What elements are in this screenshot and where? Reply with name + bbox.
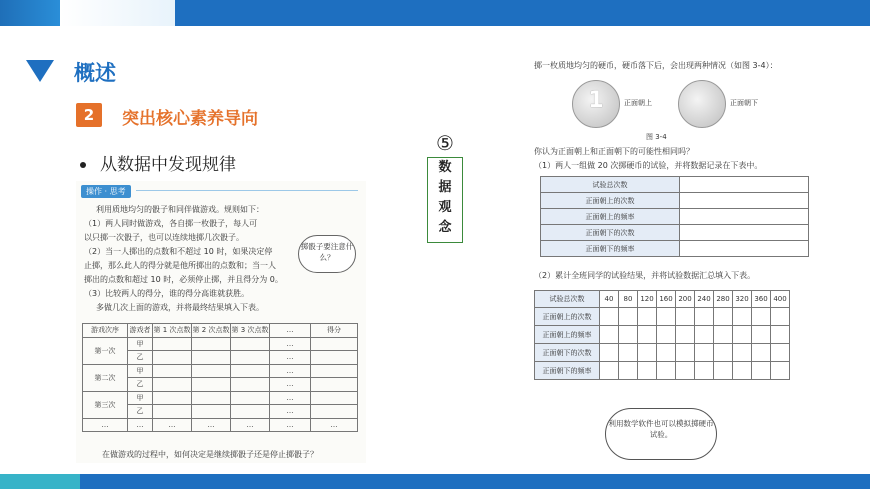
player-label: 甲 [128, 337, 153, 351]
coin-label-up: 正面朝上 [624, 99, 652, 107]
table-row [83, 364, 358, 378]
task-one-text: （1）两人一组做 20 次掷硬币的试验，并将数据记录在下表中。 [534, 161, 763, 170]
paragraph-line: （1）两人同时做游戏，各自掷一枚骰子，每人可 [84, 219, 258, 228]
table-header: 第 2 次点数 [192, 324, 231, 338]
concept-char: 观 [438, 200, 452, 215]
row-label: 正面朝下的次数 [541, 225, 680, 241]
player-label: 甲 [128, 364, 153, 378]
ellipsis-cell: … [311, 418, 358, 432]
question-text: 你认为正面朝上和正面朝下的可能性相同吗？ [534, 147, 694, 156]
coin-flower-icon [678, 80, 726, 128]
triangle-marker-icon [26, 60, 54, 82]
paragraph-line: 多做几次上面的游戏，并将最终结果填入下表。 [96, 303, 264, 312]
table-row [541, 241, 809, 257]
banner-bar [175, 0, 870, 26]
count-cell: 240 [695, 291, 714, 308]
count-cell: 280 [714, 291, 733, 308]
ellipsis-cell: … [270, 337, 311, 351]
count-cell: 320 [733, 291, 752, 308]
ellipsis-cell: … [270, 391, 311, 405]
figure-caption: 图 3-4 [646, 133, 667, 141]
coin-label-down: 正面朝下 [730, 99, 758, 107]
ellipsis-cell: … [270, 405, 311, 419]
thought-cloud: 掷骰子要注意什么？ [298, 235, 356, 273]
concept-char: 据 [438, 180, 452, 195]
table-row [541, 209, 809, 225]
circled-number: ⑤ [436, 131, 454, 155]
page-title: 概述 [74, 61, 116, 85]
bullet-dot-icon [80, 162, 86, 168]
bottom-banner-accent [0, 474, 80, 489]
concept-char: 念 [438, 220, 452, 235]
ellipsis-cell: … [83, 418, 128, 432]
table-header: 得分 [311, 324, 358, 338]
ellipsis-cell: … [270, 351, 311, 365]
table-row [535, 326, 790, 344]
tag-divider [136, 190, 358, 191]
textbook-excerpt-dice [76, 181, 366, 463]
paragraph-line: 以只掷一次骰子，也可以连续地掷几次骰子。 [84, 233, 244, 242]
table-row [535, 308, 790, 326]
ellipsis-cell: … [270, 364, 311, 378]
ellipsis-cell: … [192, 418, 231, 432]
class-summary-table [534, 290, 790, 380]
round-label: 第三次 [83, 391, 128, 418]
row-label: 正面朝上的次数 [535, 308, 600, 326]
activity-tag: 操作 · 思考 [81, 185, 131, 198]
coin-face-label: 1 [588, 88, 604, 113]
paragraph-line: 掷出的点数和超过 10 时，必须停止掷，并且得分为 0。 [84, 275, 283, 284]
banner-accent-left [0, 0, 60, 26]
paragraph-line: （2）当一人掷出的点数和不超过 10 时，如果决定停 [84, 247, 273, 256]
row-label: 正面朝下的频率 [535, 362, 600, 380]
row-label: 正面朝下的次数 [535, 344, 600, 362]
bottom-banner [0, 474, 870, 489]
intro-text: 掷一枚质地均匀的硬币，硬币落下后，会出现两种情况（如图 3-4）： [534, 61, 778, 70]
table-row [83, 337, 358, 351]
table-header: 第 1 次点数 [153, 324, 192, 338]
player-label: 甲 [128, 391, 153, 405]
table-row [83, 391, 358, 405]
row-label: 正面朝上的频率 [541, 209, 680, 225]
table-row [535, 362, 790, 380]
table-header: 游戏次序 [83, 324, 128, 338]
bottom-question: 在做游戏的过程中，如何决定是继续掷骰子还是停止掷骰子？ [102, 450, 318, 459]
count-cell: 160 [657, 291, 676, 308]
bullet-text: 从数据中发现规律 [100, 155, 236, 175]
count-cell: 360 [752, 291, 771, 308]
ellipsis-cell: … [231, 418, 270, 432]
section-number-badge: 2 [76, 103, 102, 127]
count-cell: 400 [771, 291, 790, 308]
section-subtitle: 突出核心素养导向 [122, 109, 258, 129]
table-row [83, 418, 358, 432]
task-two-text: （2）累计全班同学的试验结果，并将试验数据汇总填入下表。 [534, 271, 756, 280]
count-cell: 80 [619, 291, 638, 308]
thought-cloud: 利用数学软件也可以模拟掷硬币试验。 [605, 408, 717, 460]
paragraph-line: （3）比较两人的得分，谁的得分高谁就获胜。 [84, 289, 250, 298]
table-header: 第 3 次点数 [231, 324, 270, 338]
dice-results-table [82, 323, 358, 432]
table-row [535, 344, 790, 362]
player-label: 乙 [128, 405, 153, 419]
player-label: 乙 [128, 378, 153, 392]
table-row [541, 225, 809, 241]
row-label: 正面朝上的频率 [535, 326, 600, 344]
paragraph-line: 止掷，那么此人的得分就是他所掷出的点数和；当一人 [84, 261, 276, 270]
banner-fade [60, 0, 175, 26]
ellipsis-cell: … [153, 418, 192, 432]
table-header: 游戏者 [128, 324, 153, 338]
bullet-point [80, 150, 236, 175]
concept-char: 数 [438, 160, 452, 175]
table-20-trials [540, 176, 809, 257]
table-row [541, 177, 809, 193]
row-label: 正面朝下的频率 [541, 241, 680, 257]
ellipsis-cell: … [270, 378, 311, 392]
concept-box [427, 157, 463, 243]
row-label: 试验总次数 [535, 291, 600, 308]
row-label: 试验总次数 [541, 177, 680, 193]
table-header: … [270, 324, 311, 338]
count-cell: 120 [638, 291, 657, 308]
top-banner [0, 0, 870, 26]
round-label: 第二次 [83, 364, 128, 391]
textbook-excerpt-coin [512, 48, 818, 470]
ellipsis-cell: … [270, 418, 311, 432]
count-cell: 200 [676, 291, 695, 308]
table-header-row [83, 324, 358, 338]
count-cell: 40 [600, 291, 619, 308]
round-label: 第一次 [83, 337, 128, 364]
table-header-row [535, 291, 790, 308]
row-label: 正面朝上的次数 [541, 193, 680, 209]
player-label: 乙 [128, 351, 153, 365]
ellipsis-cell: … [128, 418, 153, 432]
table-row [541, 193, 809, 209]
coin-heads-icon [572, 80, 620, 128]
paragraph-line: 利用质地均匀的骰子和同伴做游戏。规则如下： [96, 205, 264, 214]
